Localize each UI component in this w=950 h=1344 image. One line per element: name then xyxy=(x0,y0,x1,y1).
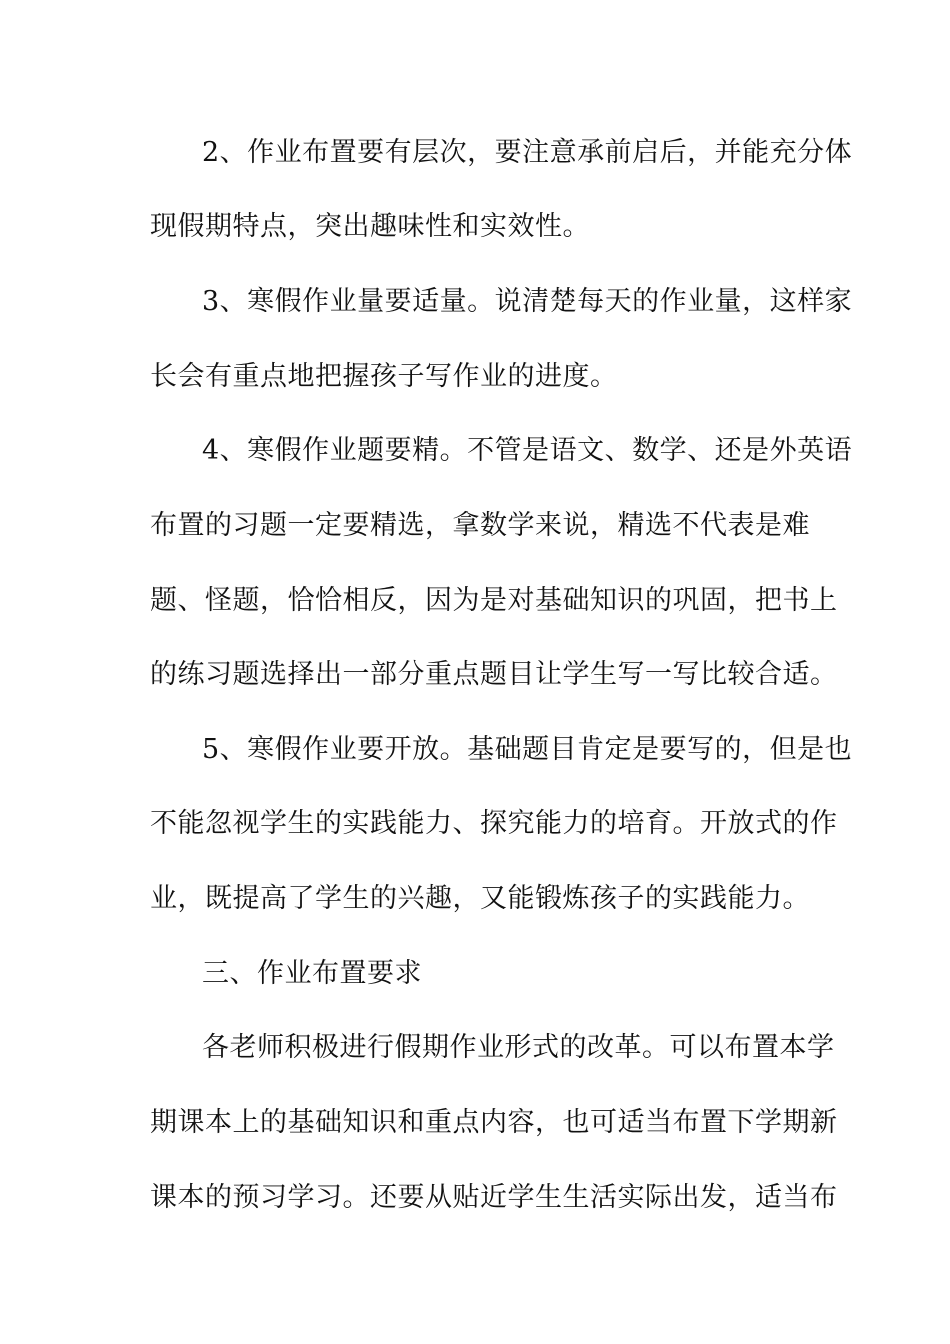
paragraph-5-line-3: 业，既提高了学生的兴趣，又能锻炼孩子的实践能力。 xyxy=(150,883,810,914)
paragraph-4-line-1: 4、寒假作业题要精。不管是语文、数学、还是外英语 xyxy=(202,435,853,466)
paragraph-4-line-4: 的练习题选择出一部分重点题目让学生写一写比较合适。 xyxy=(150,659,838,690)
requirements-para-line-2: 期课本上的基础知识和重点内容，也可适当布置下学期新 xyxy=(150,1107,838,1138)
paragraph-4-line-2: 布置的习题一定要精选，拿数学来说，精选不代表是难 xyxy=(150,510,810,541)
requirements-para-line-3: 课本的预习学习。还要从贴近学生生活实际出发，适当布 xyxy=(150,1182,838,1213)
paragraph-5-line-1: 5、寒假作业要开放。基础题目肯定是要写的，但是也 xyxy=(202,734,853,765)
requirements-para-line-1: 各老师积极进行假期作业形式的改革。可以布置本学 xyxy=(202,1032,835,1063)
paragraph-2-line-2: 现假期特点，突出趣味性和实效性。 xyxy=(150,211,590,242)
section-heading: 三、作业布置要求 xyxy=(202,958,422,989)
paragraph-3-line-2: 长会有重点地把握孩子写作业的进度。 xyxy=(150,361,618,392)
paragraph-2-line-1: 2、作业布置要有层次，要注意承前启后，并能充分体 xyxy=(202,137,853,168)
paragraph-5-line-2: 不能忽视学生的实践能力、探究能力的培育。开放式的作 xyxy=(150,808,838,839)
paragraph-4-line-3: 题、怪题，恰恰相反，因为是对基础知识的巩固，把书上 xyxy=(150,585,838,616)
paragraph-3-line-1: 3、寒假作业量要适量。说清楚每天的作业量，这样家 xyxy=(202,286,853,317)
